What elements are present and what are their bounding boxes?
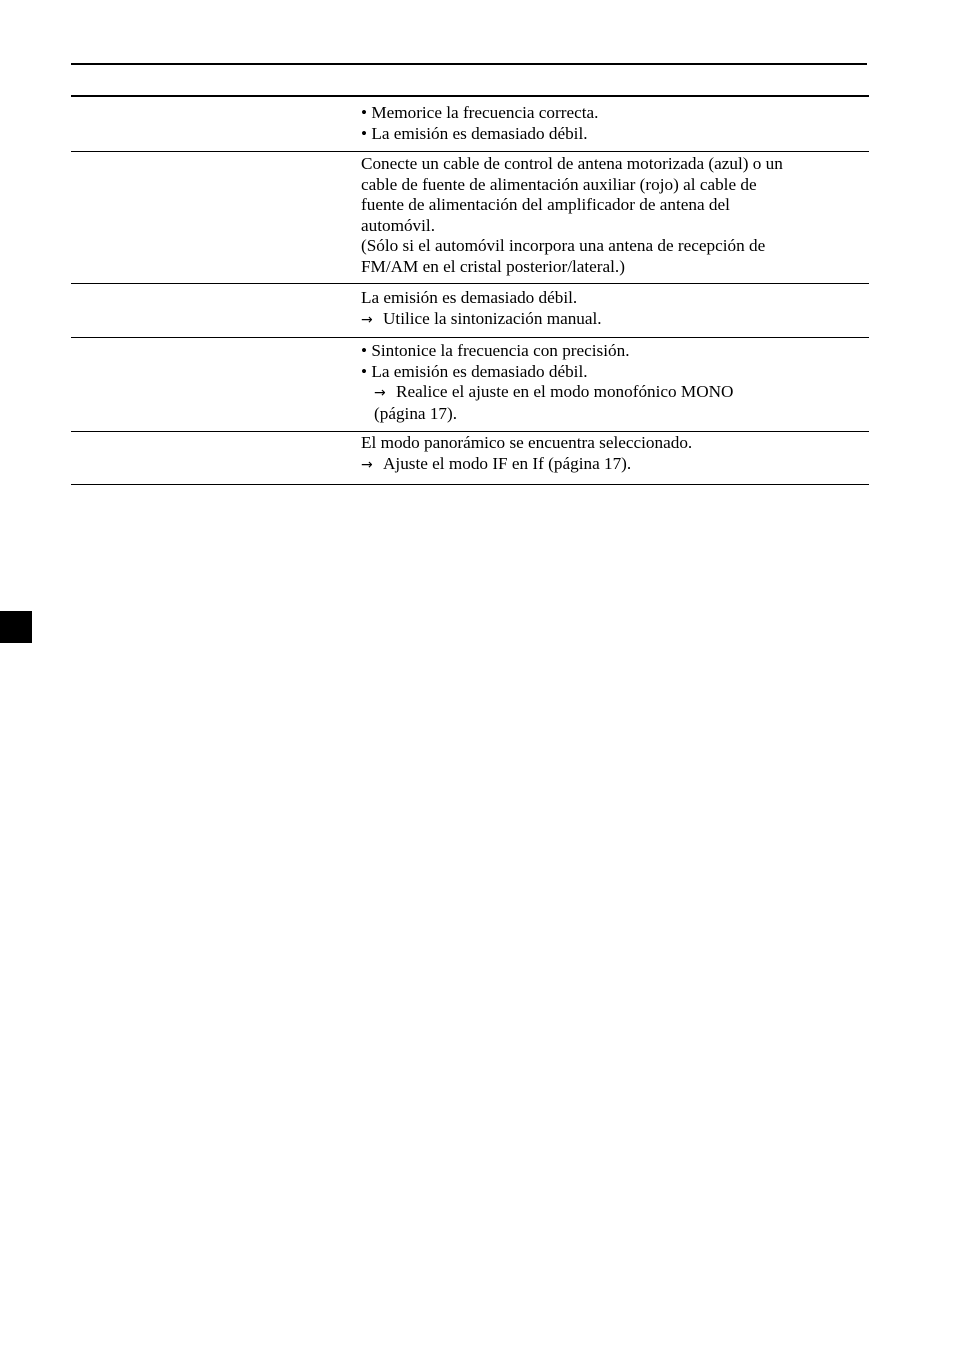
solution-line: La emisión es demasiado débil. (361, 288, 578, 307)
arrow-icon: → (361, 311, 373, 328)
solution-line: El modo panorámico se encuentra seleccionado. (361, 433, 693, 452)
section-tab-marker (0, 611, 32, 643)
solution-continuation: (página 17). (374, 403, 458, 423)
solution-line: fuente de alimentación del amplificador de antena del (361, 195, 730, 214)
table-row (71, 284, 869, 338)
table-row (71, 338, 869, 432)
solution-line: FM/AM en el cristal posterior/lateral.) (361, 256, 625, 276)
arrow-text: Ajuste el modo IF en If (página 17). (383, 453, 632, 473)
solution-arrow-line (361, 382, 869, 404)
arrow-text: Realice el ajuste en el modo monofónico MONO (396, 382, 734, 401)
arrow-icon: → (361, 456, 373, 473)
solution-cell (361, 97, 869, 144)
solution-cell (361, 338, 869, 424)
table-row (71, 152, 869, 284)
solution-line: • Memorice la frecuencia correcta. (361, 103, 599, 122)
table-row (71, 432, 869, 485)
solution-line: • La emisión es demasiado débil. (361, 123, 588, 143)
solution-arrow-line (361, 309, 869, 331)
solution-cell (361, 284, 869, 330)
solution-line: • Sintonice la frecuencia con precisión. (361, 341, 630, 360)
solution-line: Conecte un cable de control de antena motorizada (azul) o un (361, 154, 783, 173)
troubleshooting-table (71, 95, 869, 485)
solution-line: (Sólo si el automóvil incorpora una antena de recepción de (361, 236, 766, 255)
solution-cell (361, 152, 869, 277)
header-rule (71, 63, 867, 65)
arrow-text: Utilice la sintonización manual. (383, 308, 602, 328)
solution-line: automóvil. (361, 215, 435, 235)
solution-arrow-line (361, 454, 869, 476)
table-row (71, 97, 869, 152)
solution-line: • La emisión es demasiado débil. (361, 361, 588, 381)
solution-cell (361, 432, 869, 475)
arrow-icon: → (374, 385, 386, 401)
solution-line: cable de fuente de alimentación auxiliar (rojo) al cable de (361, 174, 757, 194)
